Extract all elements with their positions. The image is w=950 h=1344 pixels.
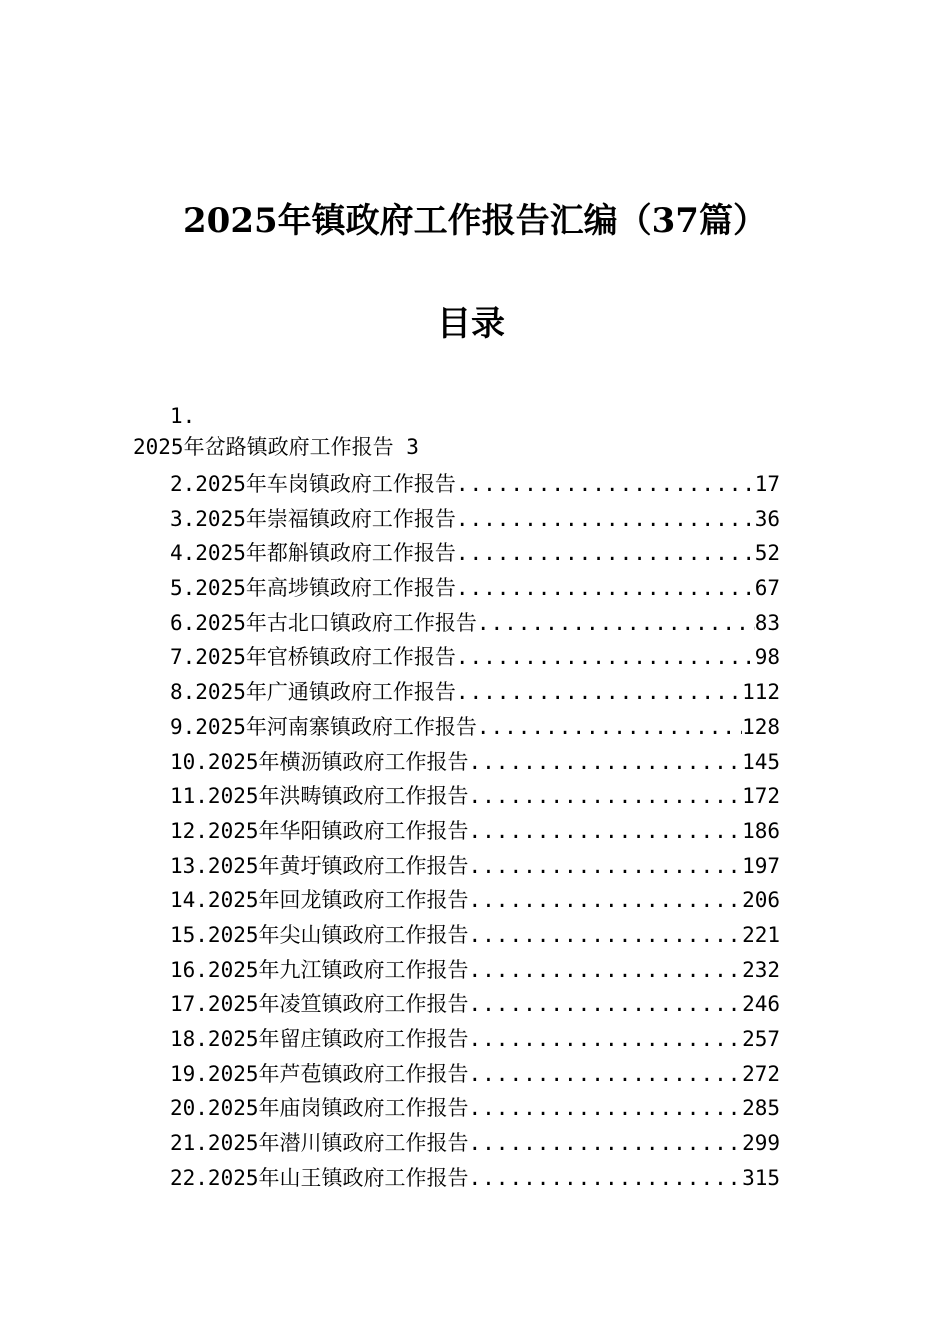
toc-entry-link[interactable] xyxy=(170,814,780,849)
toc-entry-link[interactable] xyxy=(170,1022,780,1057)
toc-entry-page-number: 315 xyxy=(742,1165,780,1190)
toc-entry-page-number: 186 xyxy=(742,818,780,843)
toc-entry-page-number: 299 xyxy=(742,1131,780,1156)
toc-dot-leader xyxy=(456,467,755,502)
toc-entry-page-number: 285 xyxy=(742,1096,780,1121)
toc-dot-leader xyxy=(469,918,743,953)
toc-dot-leader xyxy=(469,1091,743,1126)
toc-entry-page-number: 206 xyxy=(742,888,780,913)
toc-entry-page-number: 272 xyxy=(742,1061,780,1086)
toc-entry-label: 6.2025年古北口镇政府工作报告 xyxy=(170,610,477,635)
toc-entry-label: 15.2025年尖山镇政府工作报告 xyxy=(170,922,469,947)
toc-dot-leader xyxy=(469,1161,743,1196)
toc-entry-link[interactable] xyxy=(170,571,780,606)
toc-entry-link[interactable] xyxy=(170,987,780,1022)
document-title: 2025年镇政府工作报告汇编（37篇） xyxy=(183,201,767,241)
toc-entry-label: 3.2025年崇福镇政府工作报告 xyxy=(170,506,456,531)
toc-dot-leader xyxy=(469,1126,743,1161)
toc-dot-leader xyxy=(456,536,755,571)
toc-entry-page-number: 67 xyxy=(754,576,780,601)
toc-entry-link[interactable] xyxy=(170,1057,780,1092)
toc-dot-leader xyxy=(477,710,742,745)
toc-entry-label: 10.2025年横沥镇政府工作报告 xyxy=(170,749,469,774)
toc-entry-link[interactable] xyxy=(170,779,780,814)
toc-entry-page-number: 112 xyxy=(742,680,780,705)
toc-entry-link[interactable] xyxy=(170,606,780,641)
toc-dot-leader xyxy=(456,640,755,675)
toc-dot-leader xyxy=(469,1022,743,1057)
toc-entry-label: 13.2025年黄圩镇政府工作报告 xyxy=(170,853,469,878)
toc-entry-label: 16.2025年九江镇政府工作报告 xyxy=(170,957,469,982)
toc-entry-label: 4.2025年都斛镇政府工作报告 xyxy=(170,541,456,566)
toc-entry-link[interactable] xyxy=(170,745,780,780)
toc-entry-label: 9.2025年河南寨镇政府工作报告 xyxy=(170,714,477,739)
toc-entry-label: 18.2025年留庄镇政府工作报告 xyxy=(170,1027,469,1051)
toc-entry-label: 7.2025年官桥镇政府工作报告 xyxy=(170,645,456,670)
toc-dot-leader xyxy=(469,779,743,814)
toc-entry-page-number: 36 xyxy=(754,506,780,531)
toc-dot-leader xyxy=(477,606,755,641)
toc-entry-link[interactable] xyxy=(170,640,780,675)
toc-entry-link[interactable] xyxy=(170,953,780,988)
toc-dot-leader xyxy=(469,1057,743,1092)
toc-dot-leader xyxy=(469,987,743,1022)
toc-entry-link[interactable] xyxy=(170,467,780,502)
toc-dot-leader xyxy=(456,502,755,537)
toc-entry-page-number: 52 xyxy=(754,541,780,566)
toc-entry-link[interactable] xyxy=(170,710,780,745)
toc-dot-leader xyxy=(469,745,743,780)
toc-entry-label: 19.2025年芦苞镇政府工作报告 xyxy=(170,1061,469,1086)
toc-entry-link[interactable] xyxy=(170,918,780,953)
toc-entry-page-number: 221 xyxy=(742,922,780,947)
toc-entry-page-number: 98 xyxy=(754,645,780,670)
toc-entry-label: 2.2025年车岗镇政府工作报告 xyxy=(170,472,456,496)
toc-entry-page-number: 197 xyxy=(742,853,780,878)
toc-dot-leader xyxy=(469,814,743,849)
toc-entry-1-link[interactable]: 2025年岔路镇政府工作报告 3 xyxy=(133,435,419,459)
toc-entry-label: 8.2025年广通镇政府工作报告 xyxy=(170,680,456,705)
toc-dot-leader xyxy=(469,849,743,884)
toc-entry-label: 20.2025年庙岗镇政府工作报告 xyxy=(170,1096,469,1121)
toc-entry-link[interactable] xyxy=(170,849,780,884)
toc-entry-page-number: 257 xyxy=(742,1027,780,1051)
toc-entry-label: 21.2025年潜川镇政府工作报告 xyxy=(170,1131,469,1156)
toc-entry-link[interactable] xyxy=(170,1091,780,1126)
toc-entry-link[interactable] xyxy=(170,1161,780,1196)
toc-entry-page-number: 232 xyxy=(742,957,780,982)
toc-entry-page-number: 172 xyxy=(742,784,780,809)
toc-entry-label: 11.2025年洪畴镇政府工作报告 xyxy=(170,784,469,809)
toc-entry-link[interactable] xyxy=(170,675,780,710)
toc-entry-1-number: 1. xyxy=(170,404,196,428)
toc-entry-page-number: 128 xyxy=(742,714,780,739)
toc-dot-leader xyxy=(456,675,742,710)
toc-entry-label: 17.2025年凌笪镇政府工作报告 xyxy=(170,992,469,1017)
toc-entry-label: 5.2025年高埗镇政府工作报告 xyxy=(170,576,456,601)
toc-entry-page-number: 17 xyxy=(754,472,780,496)
toc-entry-label: 14.2025年回龙镇政府工作报告 xyxy=(170,888,469,913)
toc-dot-leader xyxy=(469,883,743,918)
toc-dot-leader xyxy=(456,571,755,606)
toc-entry-label: 12.2025年华阳镇政府工作报告 xyxy=(170,818,469,843)
toc-entry-label: 22.2025年山王镇政府工作报告 xyxy=(170,1165,469,1190)
toc-entry-link[interactable] xyxy=(170,502,780,537)
toc-dot-leader xyxy=(469,953,743,988)
toc-entry-link[interactable] xyxy=(170,883,780,918)
toc-entry-page-number: 145 xyxy=(742,749,780,774)
toc-entry-link[interactable] xyxy=(170,536,780,571)
toc-heading: 目录 xyxy=(437,304,505,344)
toc-list xyxy=(170,467,780,1195)
toc-entry-link[interactable] xyxy=(170,1126,780,1161)
toc-entry-page-number: 246 xyxy=(742,992,780,1017)
toc-entry-page-number: 83 xyxy=(754,610,780,635)
